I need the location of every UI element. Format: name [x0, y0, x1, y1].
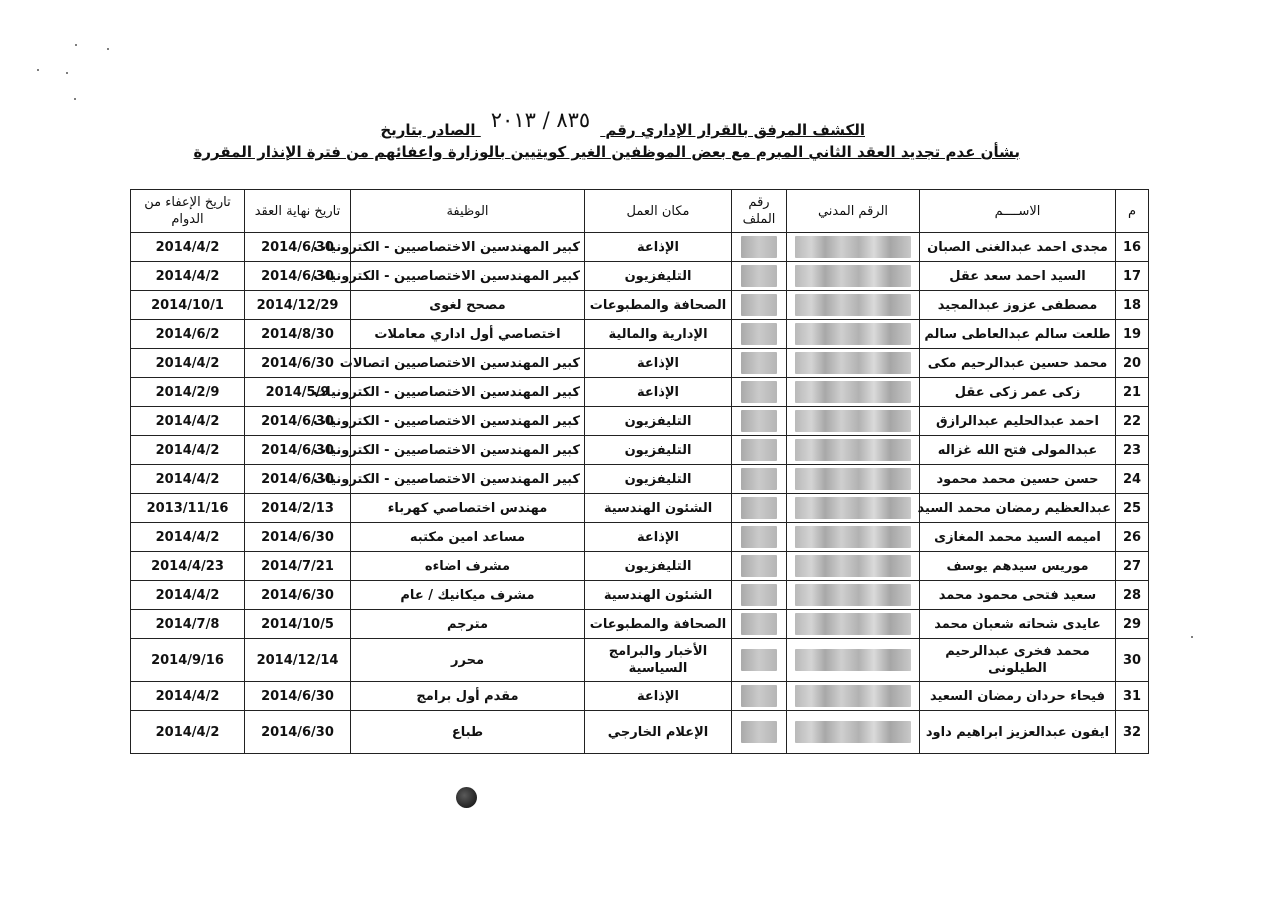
cell-contract-end: 2014/8/30: [245, 320, 351, 349]
cell-workplace: الشئون الهندسية: [585, 494, 732, 523]
cell-file-no-redacted: [732, 552, 787, 581]
cell-job: مترجم: [351, 610, 585, 639]
table-row: [131, 233, 1149, 262]
redaction-blur: [741, 294, 777, 316]
redaction-blur: [795, 555, 911, 577]
cell-job: كبير المهندسين الاختصاصيين - الكترونيات: [351, 465, 585, 494]
cell-civil-id-redacted: [787, 465, 920, 494]
employees-table: [130, 189, 1149, 754]
cell-civil-id-redacted: [787, 378, 920, 407]
cell-name: عبدالمولى فتح الله غزاله: [920, 436, 1116, 465]
document-title: [380, 108, 865, 140]
scan-speck: [75, 44, 77, 46]
table-row: [131, 523, 1149, 552]
cell-contract-end: 2014/6/30: [245, 523, 351, 552]
cell-workplace: الأخبار والبرامج السياسية: [585, 639, 732, 682]
cell-workplace: الإدارية والمالية: [585, 320, 732, 349]
redaction-blur: [741, 352, 777, 374]
redaction-blur: [795, 352, 911, 374]
cell-contract-end: 2014/5/9: [245, 378, 351, 407]
table-row: [131, 711, 1149, 754]
cell-file-no-redacted: [732, 682, 787, 711]
table-row: [131, 407, 1149, 436]
cell-job: محرر: [351, 639, 585, 682]
cell-contract-end: 2014/6/30: [245, 436, 351, 465]
redaction-blur: [795, 613, 911, 635]
table-row: [131, 494, 1149, 523]
cell-name: اميمه السيد محمد المغازى: [920, 523, 1116, 552]
cell-name: فيحاء حردان رمضان السعيد: [920, 682, 1116, 711]
cell-civil-id-redacted: [787, 320, 920, 349]
redaction-blur: [741, 265, 777, 287]
cell-job: اختصاصي أول اداري معاملات: [351, 320, 585, 349]
cell-civil-id-redacted: [787, 494, 920, 523]
cell-civil-id-redacted: [787, 711, 920, 754]
redaction-blur: [741, 555, 777, 577]
cell-num: 20: [1116, 349, 1149, 378]
title-prefix: الكشف المرفق بالقرار الإداري رقم: [605, 121, 865, 139]
redaction-blur: [795, 468, 911, 490]
cell-exemption: 2014/4/2: [131, 581, 245, 610]
cell-name: طلعت سالم عبدالعاطى سالم: [920, 320, 1116, 349]
cell-contract-end: 2014/6/30: [245, 349, 351, 378]
cell-workplace: التليفزيون: [585, 407, 732, 436]
cell-contract-end: 2014/2/13: [245, 494, 351, 523]
redaction-blur: [741, 526, 777, 548]
cell-name: زكى عمر زكى عقل: [920, 378, 1116, 407]
cell-file-no-redacted: [732, 320, 787, 349]
scan-speck: [37, 69, 39, 71]
cell-exemption: 2014/4/2: [131, 711, 245, 754]
redaction-blur: [795, 526, 911, 548]
cell-num: 32: [1116, 711, 1149, 754]
cell-file-no-redacted: [732, 494, 787, 523]
cell-file-no-redacted: [732, 610, 787, 639]
document-subtitle: بشأن عدم تجديد العقد الثاني المبرم مع بعض الموظفين الغير كويتيين بالوزارة واعفائهم من فترة الإنذار المقررة: [193, 143, 1020, 161]
redaction-blur: [795, 410, 911, 432]
redaction-blur: [795, 439, 911, 461]
cell-num: 25: [1116, 494, 1149, 523]
cell-civil-id-redacted: [787, 610, 920, 639]
cell-name: محمد حسين عبدالرحيم مكى: [920, 349, 1116, 378]
cell-exemption: 2014/4/2: [131, 523, 245, 552]
cell-exemption: 2014/2/9: [131, 378, 245, 407]
cell-exemption: 2014/7/8: [131, 610, 245, 639]
table-row: [131, 378, 1149, 407]
cell-civil-id-redacted: [787, 523, 920, 552]
cell-name: ايفون عبدالعزيز ابراهيم داود: [920, 711, 1116, 754]
cell-contract-end: 2014/6/30: [245, 407, 351, 436]
cell-num: 29: [1116, 610, 1149, 639]
redaction-blur: [741, 584, 777, 606]
cell-exemption: 2014/4/2: [131, 436, 245, 465]
cell-exemption: 2014/6/2: [131, 320, 245, 349]
redaction-blur: [795, 685, 911, 707]
cell-workplace: الشئون الهندسية: [585, 581, 732, 610]
cell-name: موريس سيدهم يوسف: [920, 552, 1116, 581]
cell-job: مصحح لغوى: [351, 291, 585, 320]
redaction-blur: [795, 497, 911, 519]
cell-name: حسن حسين محمد محمود: [920, 465, 1116, 494]
redaction-blur: [795, 236, 911, 258]
header-num: م: [1116, 190, 1149, 233]
cell-file-no-redacted: [732, 407, 787, 436]
cell-num: 16: [1116, 233, 1149, 262]
redaction-blur: [741, 381, 777, 403]
cell-name: السيد احمد سعد عقل: [920, 262, 1116, 291]
table-row: [131, 320, 1149, 349]
redaction-blur: [795, 323, 911, 345]
cell-civil-id-redacted: [787, 233, 920, 262]
cell-workplace: الإذاعة: [585, 349, 732, 378]
cell-num: 30: [1116, 639, 1149, 682]
cell-name: احمد عبدالحليم عبدالرازق: [920, 407, 1116, 436]
cell-contract-end: 2014/7/21: [245, 552, 351, 581]
title-suffix: الصادر بتاريخ: [380, 121, 476, 139]
table-row: [131, 581, 1149, 610]
cell-contract-end: 2014/6/30: [245, 581, 351, 610]
cell-contract-end: 2014/6/30: [245, 262, 351, 291]
redaction-blur: [795, 584, 911, 606]
cell-job: كبير المهندسين الاختصاصيين اتصالات: [351, 349, 585, 378]
cell-civil-id-redacted: [787, 552, 920, 581]
cell-job: طباع: [351, 711, 585, 754]
cell-civil-id-redacted: [787, 436, 920, 465]
cell-exemption: 2014/4/2: [131, 262, 245, 291]
cell-name: سعيد فتحى محمود محمد: [920, 581, 1116, 610]
cell-file-no-redacted: [732, 639, 787, 682]
cell-name: مجدى احمد عبدالغنى الصبان: [920, 233, 1116, 262]
redaction-blur: [795, 265, 911, 287]
cell-civil-id-redacted: [787, 291, 920, 320]
cell-civil-id-redacted: [787, 349, 920, 378]
cell-num: 28: [1116, 581, 1149, 610]
scan-speck: [66, 72, 68, 74]
handwritten-decision-number: ٨٣٥ / ٢٠١٣: [490, 108, 591, 132]
table-row: [131, 349, 1149, 378]
cell-exemption: 2014/4/2: [131, 407, 245, 436]
scan-speck: [74, 98, 76, 100]
scan-speck: [107, 48, 109, 50]
header-job: الوظيفة: [351, 190, 585, 233]
cell-job: مشرف اضاءه: [351, 552, 585, 581]
cell-workplace: التليفزيون: [585, 262, 732, 291]
cell-name: محمد فخرى عبدالرحيم الطيلونى: [920, 639, 1116, 682]
redaction-blur: [741, 685, 777, 707]
cell-num: 24: [1116, 465, 1149, 494]
cell-exemption: 2014/4/2: [131, 233, 245, 262]
cell-workplace: التليفزيون: [585, 552, 732, 581]
scan-speck: [1191, 636, 1193, 638]
cell-exemption: 2014/10/1: [131, 291, 245, 320]
cell-file-no-redacted: [732, 291, 787, 320]
redaction-blur: [795, 381, 911, 403]
cell-contract-end: 2014/6/30: [245, 682, 351, 711]
cell-job: مهندس اختصاصي كهرباء: [351, 494, 585, 523]
cell-contract-end: 2014/6/30: [245, 465, 351, 494]
redaction-blur: [741, 613, 777, 635]
cell-job: كبير المهندسين الاختصاصيين - الكترونيات: [351, 378, 585, 407]
header-file-no: رقم الملف: [732, 190, 787, 233]
cell-num: 18: [1116, 291, 1149, 320]
cell-job: كبير المهندسين الاختصاصيين - الكترونيات: [351, 436, 585, 465]
cell-num: 27: [1116, 552, 1149, 581]
cell-exemption: 2013/11/16: [131, 494, 245, 523]
cell-file-no-redacted: [732, 436, 787, 465]
cell-file-no-redacted: [732, 262, 787, 291]
header-workplace: مكان العمل: [585, 190, 732, 233]
cell-civil-id-redacted: [787, 682, 920, 711]
cell-contract-end: 2014/6/30: [245, 711, 351, 754]
header-civil-id: الرقم المدني: [787, 190, 920, 233]
cell-num: 31: [1116, 682, 1149, 711]
redaction-blur: [741, 323, 777, 345]
redaction-blur: [795, 649, 911, 671]
cell-file-no-redacted: [732, 523, 787, 552]
cell-exemption: 2014/4/23: [131, 552, 245, 581]
table-row: [131, 639, 1149, 682]
cell-workplace: الإذاعة: [585, 523, 732, 552]
cell-file-no-redacted: [732, 465, 787, 494]
cell-workplace: الإذاعة: [585, 233, 732, 262]
redaction-blur: [795, 721, 911, 743]
table-header-row: [131, 190, 1149, 233]
header-contract-end: تاريخ نهاية العقد: [245, 190, 351, 233]
table-row: [131, 465, 1149, 494]
cell-exemption: 2014/4/2: [131, 682, 245, 711]
cell-workplace: الصحافة والمطبوعات: [585, 610, 732, 639]
table-row: [131, 436, 1149, 465]
cell-exemption: 2014/4/2: [131, 349, 245, 378]
cell-workplace: التليفزيون: [585, 436, 732, 465]
cell-job: كبير المهندسين الاختصاصيين - الكترونيات: [351, 233, 585, 262]
cell-workplace: الإذاعة: [585, 378, 732, 407]
cell-contract-end: 2014/12/14: [245, 639, 351, 682]
header-name: الاســــم: [920, 190, 1116, 233]
cell-name: عبدالعظيم رمضان محمد السيد: [920, 494, 1116, 523]
cell-job: مساعد امين مكتبه: [351, 523, 585, 552]
cell-workplace: الإذاعة: [585, 682, 732, 711]
cell-contract-end: 2014/12/29: [245, 291, 351, 320]
cell-job: كبير المهندسين الاختصاصيين - الكترونيات: [351, 407, 585, 436]
cell-name: عايدى شحاته شعبان محمد: [920, 610, 1116, 639]
redaction-blur: [741, 410, 777, 432]
cell-civil-id-redacted: [787, 581, 920, 610]
cell-file-no-redacted: [732, 581, 787, 610]
cell-file-no-redacted: [732, 711, 787, 754]
cell-name: مصطفى عزوز عبدالمجيد: [920, 291, 1116, 320]
cell-file-no-redacted: [732, 233, 787, 262]
cell-exemption: 2014/4/2: [131, 465, 245, 494]
cell-num: 21: [1116, 378, 1149, 407]
cell-num: 23: [1116, 436, 1149, 465]
cell-job: كبير المهندسين الاختصاصيين - الكترونيات: [351, 262, 585, 291]
redaction-blur: [741, 468, 777, 490]
table-row: [131, 610, 1149, 639]
cell-contract-end: 2014/10/5: [245, 610, 351, 639]
cell-exemption: 2014/9/16: [131, 639, 245, 682]
cell-civil-id-redacted: [787, 262, 920, 291]
cell-civil-id-redacted: [787, 407, 920, 436]
cell-num: 22: [1116, 407, 1149, 436]
redaction-blur: [741, 649, 777, 671]
cell-civil-id-redacted: [787, 639, 920, 682]
cell-workplace: التليفزيون: [585, 465, 732, 494]
cell-file-no-redacted: [732, 349, 787, 378]
cell-workplace: الصحافة والمطبوعات: [585, 291, 732, 320]
redaction-blur: [741, 497, 777, 519]
table-row: [131, 291, 1149, 320]
redaction-blur: [741, 721, 777, 743]
redaction-blur: [741, 236, 777, 258]
cell-num: 17: [1116, 262, 1149, 291]
cell-job: مشرف ميكانيك / عام: [351, 581, 585, 610]
cell-contract-end: 2014/6/30: [245, 233, 351, 262]
redaction-blur: [741, 439, 777, 461]
cell-job: مقدم أول برامج: [351, 682, 585, 711]
header-exemption: تاريخ الإعفاء من الدوام: [131, 190, 245, 233]
cell-num: 19: [1116, 320, 1149, 349]
redaction-blur: [795, 294, 911, 316]
cell-workplace: الإعلام الخارجي: [585, 711, 732, 754]
cell-num: 26: [1116, 523, 1149, 552]
cell-file-no-redacted: [732, 378, 787, 407]
table-row: [131, 552, 1149, 581]
table-row: [131, 682, 1149, 711]
punch-hole-mark: [456, 787, 477, 808]
table-row: [131, 262, 1149, 291]
